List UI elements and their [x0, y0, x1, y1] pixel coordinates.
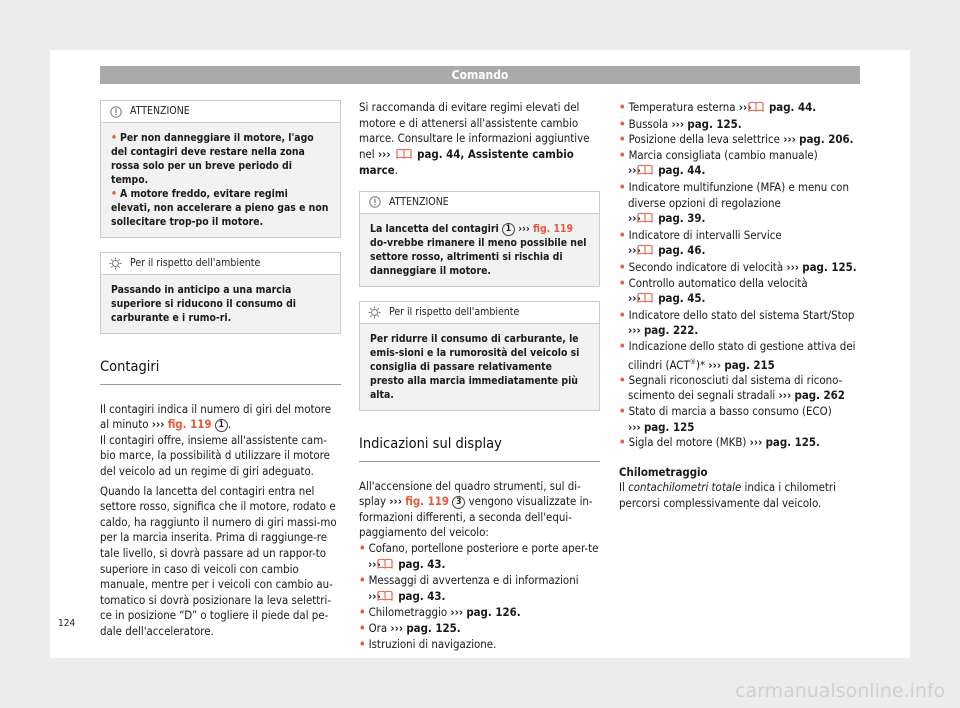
- page-link[interactable]: pag. 44.: [768, 100, 817, 114]
- callout-number: 1: [502, 223, 515, 236]
- paragraph: Quando la lancetta del contagiri entra nel settore rosso, significa che il motore, rodato e caldo, ha raggiunto il numero di giri massi-mo per la marcia inserita. Prima di raggiunge-re tale livello, si dovrà passare ad un rappor-to superiore in caso di veicoli con cambio manuale, mentre per i veicoli con cambio au-tomatico si dovrà posizionare la leva selettri-ce in posizione “D” o togliere il piede dal pe-dale dell'acceleratore.: [100, 483, 337, 638]
- page-link[interactable]: pag. 125.: [802, 259, 857, 274]
- page-link[interactable]: pag. 45.: [658, 291, 706, 306]
- list-item: • Cofano, portellone posteriore e porte aper-te ››› pag. 43.: [359, 541, 600, 573]
- list-item: • Istruzioni di navigazione.: [359, 636, 497, 651]
- paragraph: Si raccomanda di evitare regimi elevati del motore e di attenersi all'assistente cambio marce. Consultare le informazioni aggiuntive nel ››› pag. 44, Assistente cambio marce.: [359, 100, 590, 178]
- book-icon: [646, 244, 653, 260]
- book-icon: [386, 590, 393, 606]
- page-link[interactable]: pag. 215: [724, 357, 775, 372]
- environment-icon: [368, 306, 381, 319]
- warning-icon: [368, 196, 381, 209]
- column-3: [619, 100, 860, 512]
- callout-number: 1: [215, 419, 228, 432]
- warning-box-body: • Per non danneggiare il motore, l'ago del contagiri deve restare nella zona rossa solo per un breve periodo di tempo. • A motore freddo, evitare regimi elevati, non accelerare a pieno gas e non sollecitare trop-po il motore.: [101, 123, 340, 237]
- book-icon: [757, 101, 764, 117]
- page-link[interactable]: pag. 43.: [398, 556, 446, 571]
- page-link[interactable]: pag. 125: [643, 419, 695, 434]
- book-icon: [386, 558, 393, 574]
- book-icon: [646, 164, 653, 180]
- list-item: • Posizione della leva selettrice ››› pag. 206.: [619, 132, 854, 147]
- paragraph: Il contagiri offre, insieme all'assistente cam-bio marce, la possibilità d utilizzare il motore del veicolo ad un regime di giri adeguato.: [100, 432, 330, 478]
- header-bar: Comando: [100, 66, 860, 84]
- page-link[interactable]: pag. 46.: [658, 243, 706, 258]
- list-item: • Temperatura esterna ››› pag. 44.: [619, 100, 860, 117]
- list-item: • Indicatore di intervalli Service ››› pag. 46.: [619, 228, 860, 260]
- page-link[interactable]: pag. 39.: [658, 211, 706, 226]
- book-icon: [646, 212, 653, 228]
- environment-box-body: [360, 324, 599, 410]
- page-link[interactable]: pag. 125.: [687, 116, 742, 131]
- environment-icon: [109, 257, 122, 270]
- list-item: • Bussola ››› pag. 125.: [619, 116, 742, 131]
- warning-title-text: ATTENZIONE: [389, 195, 449, 208]
- environment-box-body: [101, 275, 340, 333]
- page-link[interactable]: pag. 206.: [799, 132, 854, 147]
- page-link[interactable]: pag. 44, Assistente cambio marce: [359, 146, 574, 178]
- page-number: 124: [58, 618, 76, 629]
- warning-item: Per non danneggiare il motore, l'ago del contagiri deve restare nella zona rossa solo per un breve periodo di tempo.: [111, 132, 314, 186]
- paragraph: All'accensione del quadro strumenti, sul di-splay ››› fig. 119 3 vengono visualizzate in-formazioni differenti, a seconda dell'equi-paggiamento del veicolo:: [359, 478, 593, 540]
- watermark: carmanualsonline.info: [735, 680, 946, 702]
- subheading-chilometraggio: Chilometraggio: [619, 464, 708, 479]
- page-link[interactable]: pag. 44.: [658, 163, 706, 178]
- figure-link[interactable]: fig. 119: [533, 222, 573, 235]
- page-link[interactable]: pag. 125.: [406, 620, 461, 635]
- page-link[interactable]: pag. 126.: [466, 605, 521, 620]
- page-link[interactable]: pag. 262: [794, 388, 845, 403]
- section-title-display: Indicazioni sul display: [359, 437, 600, 462]
- display-list: [619, 100, 860, 451]
- list-item: • Indicazione dello stato di gestione attiva dei cilindri (ACT®)* ››› pag. 215: [619, 338, 856, 372]
- environment-box: [100, 252, 341, 334]
- callout-number: 3: [452, 496, 465, 509]
- list-item: • Indicatore multifunzione (MFA) e menu con diverse opzioni di regolazione ››› pag. 39.: [619, 180, 860, 228]
- book-icon: [646, 292, 653, 308]
- warning-box: [100, 100, 341, 238]
- list-item: • Secondo indicatore di velocità ››› pag. 125.: [619, 259, 857, 274]
- list-item: • Marcia consigliata (cambio manuale) ››› pag. 44.: [619, 148, 860, 180]
- list-item: • Indicatore dello stato del sistema Start/Stop ››› pag. 222.: [619, 307, 855, 338]
- warning-icon: [109, 105, 122, 118]
- warning-item: A motore freddo, evitare regimi elevati, non accelerare a pieno gas e non sollecitare trop-po il motore.: [111, 188, 329, 228]
- list-item: • Segnali riconosciuti dal sistema di ricono-scimento dei segnali stradali ››› pag. 262: [619, 372, 845, 403]
- environment-box-title: [101, 253, 340, 275]
- figure-link[interactable]: fig. 119: [167, 417, 212, 432]
- list-item: • Controllo automatico della velocità ››› pag. 45.: [619, 276, 860, 308]
- warning-title-text: ATTENZIONE: [130, 104, 190, 117]
- book-icon: [396, 148, 412, 164]
- figure-link[interactable]: fig. 119: [405, 494, 450, 509]
- list-item: • Ora ››› pag. 125.: [359, 620, 461, 635]
- warning-box: [359, 191, 600, 287]
- paragraph: Il contagiri indica il numero di giri del motore al minuto ››› fig. 119 1 .: [100, 401, 332, 432]
- list-item: • Messaggi di avvertenza e di informazioni ››› pag. 43.: [359, 573, 600, 605]
- column-1: [100, 100, 341, 640]
- list-item: • Stato di marcia a basso consumo (ECO) ››› pag. 125: [619, 404, 832, 434]
- environment-box-title: [360, 302, 599, 324]
- environment-title-text: Per il rispetto dell'ambiente: [130, 256, 261, 269]
- warning-box-title: [360, 192, 599, 214]
- paragraph: Il contachilometri totale indica i chilometri percorsi complessivamente dal veicolo.: [619, 480, 836, 511]
- display-list: [359, 541, 600, 652]
- list-item: • Chilometraggio ››› pag. 126.: [359, 605, 521, 620]
- environment-text: Passando in anticipo a una marcia superiore si riducono il consumo di carburante e i rumo-ri.: [111, 284, 296, 324]
- list-item: • Sigla del motore (MKB) ››› pag. 125.: [619, 435, 820, 450]
- warning-box-body: La lancetta del contagiri 1 ››› fig. 119 do-vrebbe rimanere il meno possibile nel settore rosso, altrimenti si rischia di danneggiare il motore.: [360, 214, 599, 286]
- warning-box-title: [101, 101, 340, 123]
- environment-title-text: Per il rispetto dell'ambiente: [389, 305, 520, 318]
- environment-text: Per ridurre il consumo di carburante, le emis-sioni e la rumorosità del veicolo si consiglia di passare relativamente presto alla marcia immediatamente più alta.: [370, 332, 580, 401]
- page-link[interactable]: pag. 125.: [765, 435, 820, 450]
- page-link[interactable]: pag. 43.: [398, 588, 446, 603]
- column-2: [359, 100, 600, 652]
- environment-box: [359, 301, 600, 411]
- page-link[interactable]: pag. 222.: [643, 323, 699, 338]
- section-title-contagiri: Contagiri: [100, 360, 341, 385]
